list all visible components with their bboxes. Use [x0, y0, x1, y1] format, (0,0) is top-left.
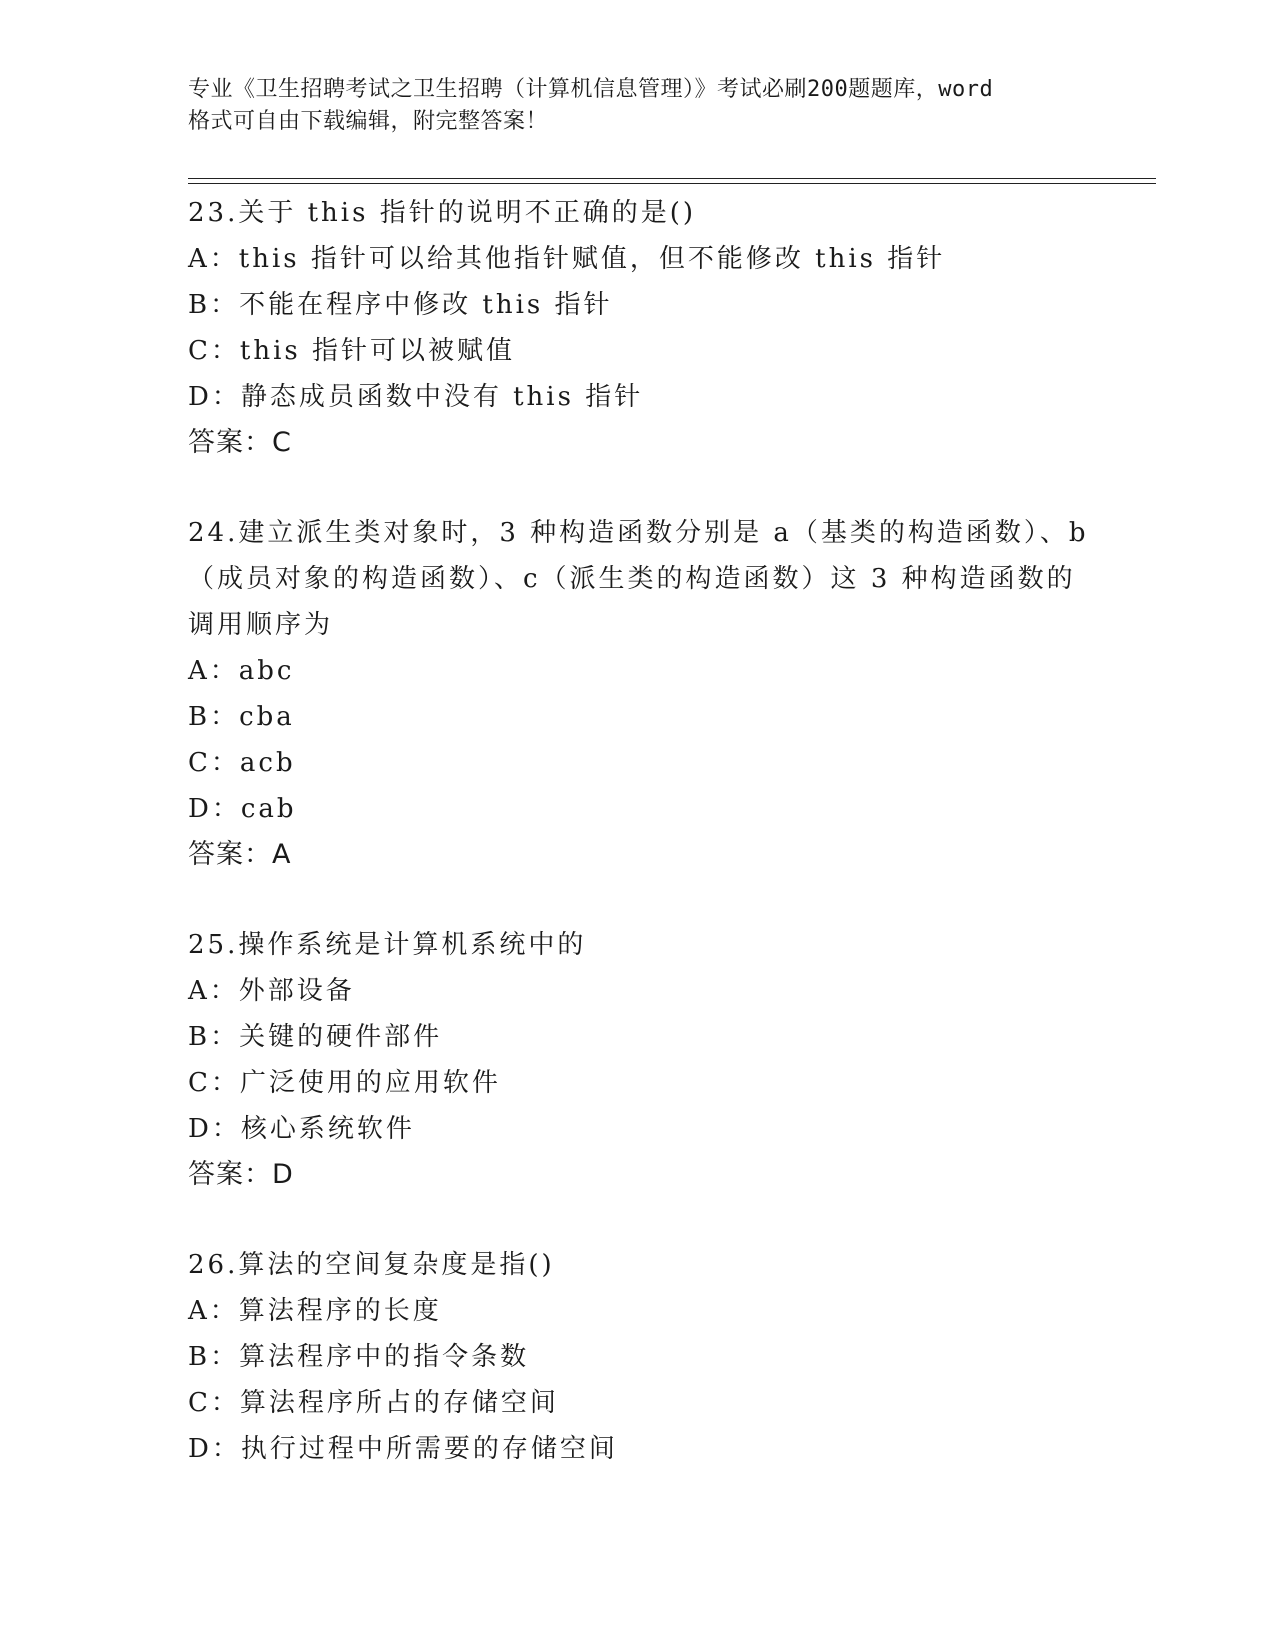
header-divider-top: [188, 178, 1156, 179]
option-c: C：算法程序所占的存储空间: [188, 1388, 559, 1418]
option-d: D：执行过程中所需要的存储空间: [188, 1434, 618, 1464]
question-23: [188, 190, 1148, 466]
question-list: [188, 190, 1148, 1472]
option-d: D：静态成员函数中没有 this 指针: [188, 382, 644, 412]
option-b: B：不能在程序中修改 this 指针: [188, 290, 613, 320]
question-spacer: [188, 878, 1148, 922]
option-b: B：关键的硬件部件: [188, 1022, 443, 1052]
answer-text: 答案：A: [188, 839, 292, 870]
option-d: D：核心系统软件: [188, 1114, 415, 1144]
option-a: A：外部设备: [188, 976, 355, 1006]
option-a: A：abc: [188, 656, 295, 686]
answer-text: 答案：C: [188, 427, 292, 458]
header-line-1: 专业《卫生招聘考试之卫生招聘（计算机信息管理）》考试必刷200题题库，word: [188, 77, 994, 102]
question-spacer: [188, 466, 1148, 510]
option-c: C：this 指针可以被赋值: [188, 336, 516, 366]
option-b: B：cba: [188, 702, 295, 732]
option-c: C：acb: [188, 748, 296, 778]
question-text: （成员对象的构造函数）、c（派生类的构造函数）这 3 种构造函数的: [188, 564, 1076, 594]
header-divider-bottom: [188, 183, 1156, 184]
document-header: [188, 74, 1088, 138]
answer-text: 答案：D: [188, 1159, 294, 1190]
question-text: 23.关于 this 指针的说明不正确的是(): [188, 198, 697, 228]
question-spacer: [188, 1198, 1148, 1242]
option-d: D：cab: [188, 794, 297, 824]
question-text: 26.算法的空间复杂度是指(): [188, 1250, 555, 1280]
option-a: A：算法程序的长度: [188, 1296, 442, 1326]
question-text: 25.操作系统是计算机系统中的: [188, 930, 587, 960]
question-text: 24.建立派生类对象时，3 种构造函数分别是 a（基类的构造函数）、b: [188, 518, 1089, 548]
question-25: [188, 922, 1148, 1198]
option-c: C：广泛使用的应用软件: [188, 1068, 501, 1098]
header-line-2: 格式可自由下载编辑，附完整答案！: [188, 109, 549, 134]
option-a: A：this 指针可以给其他指针赋值，但不能修改 this 指针: [188, 244, 946, 274]
option-b: B：算法程序中的指令条数: [188, 1342, 530, 1372]
question-text: 调用顺序为: [188, 610, 334, 640]
question-26: [188, 1242, 1148, 1472]
question-24: [188, 510, 1148, 878]
